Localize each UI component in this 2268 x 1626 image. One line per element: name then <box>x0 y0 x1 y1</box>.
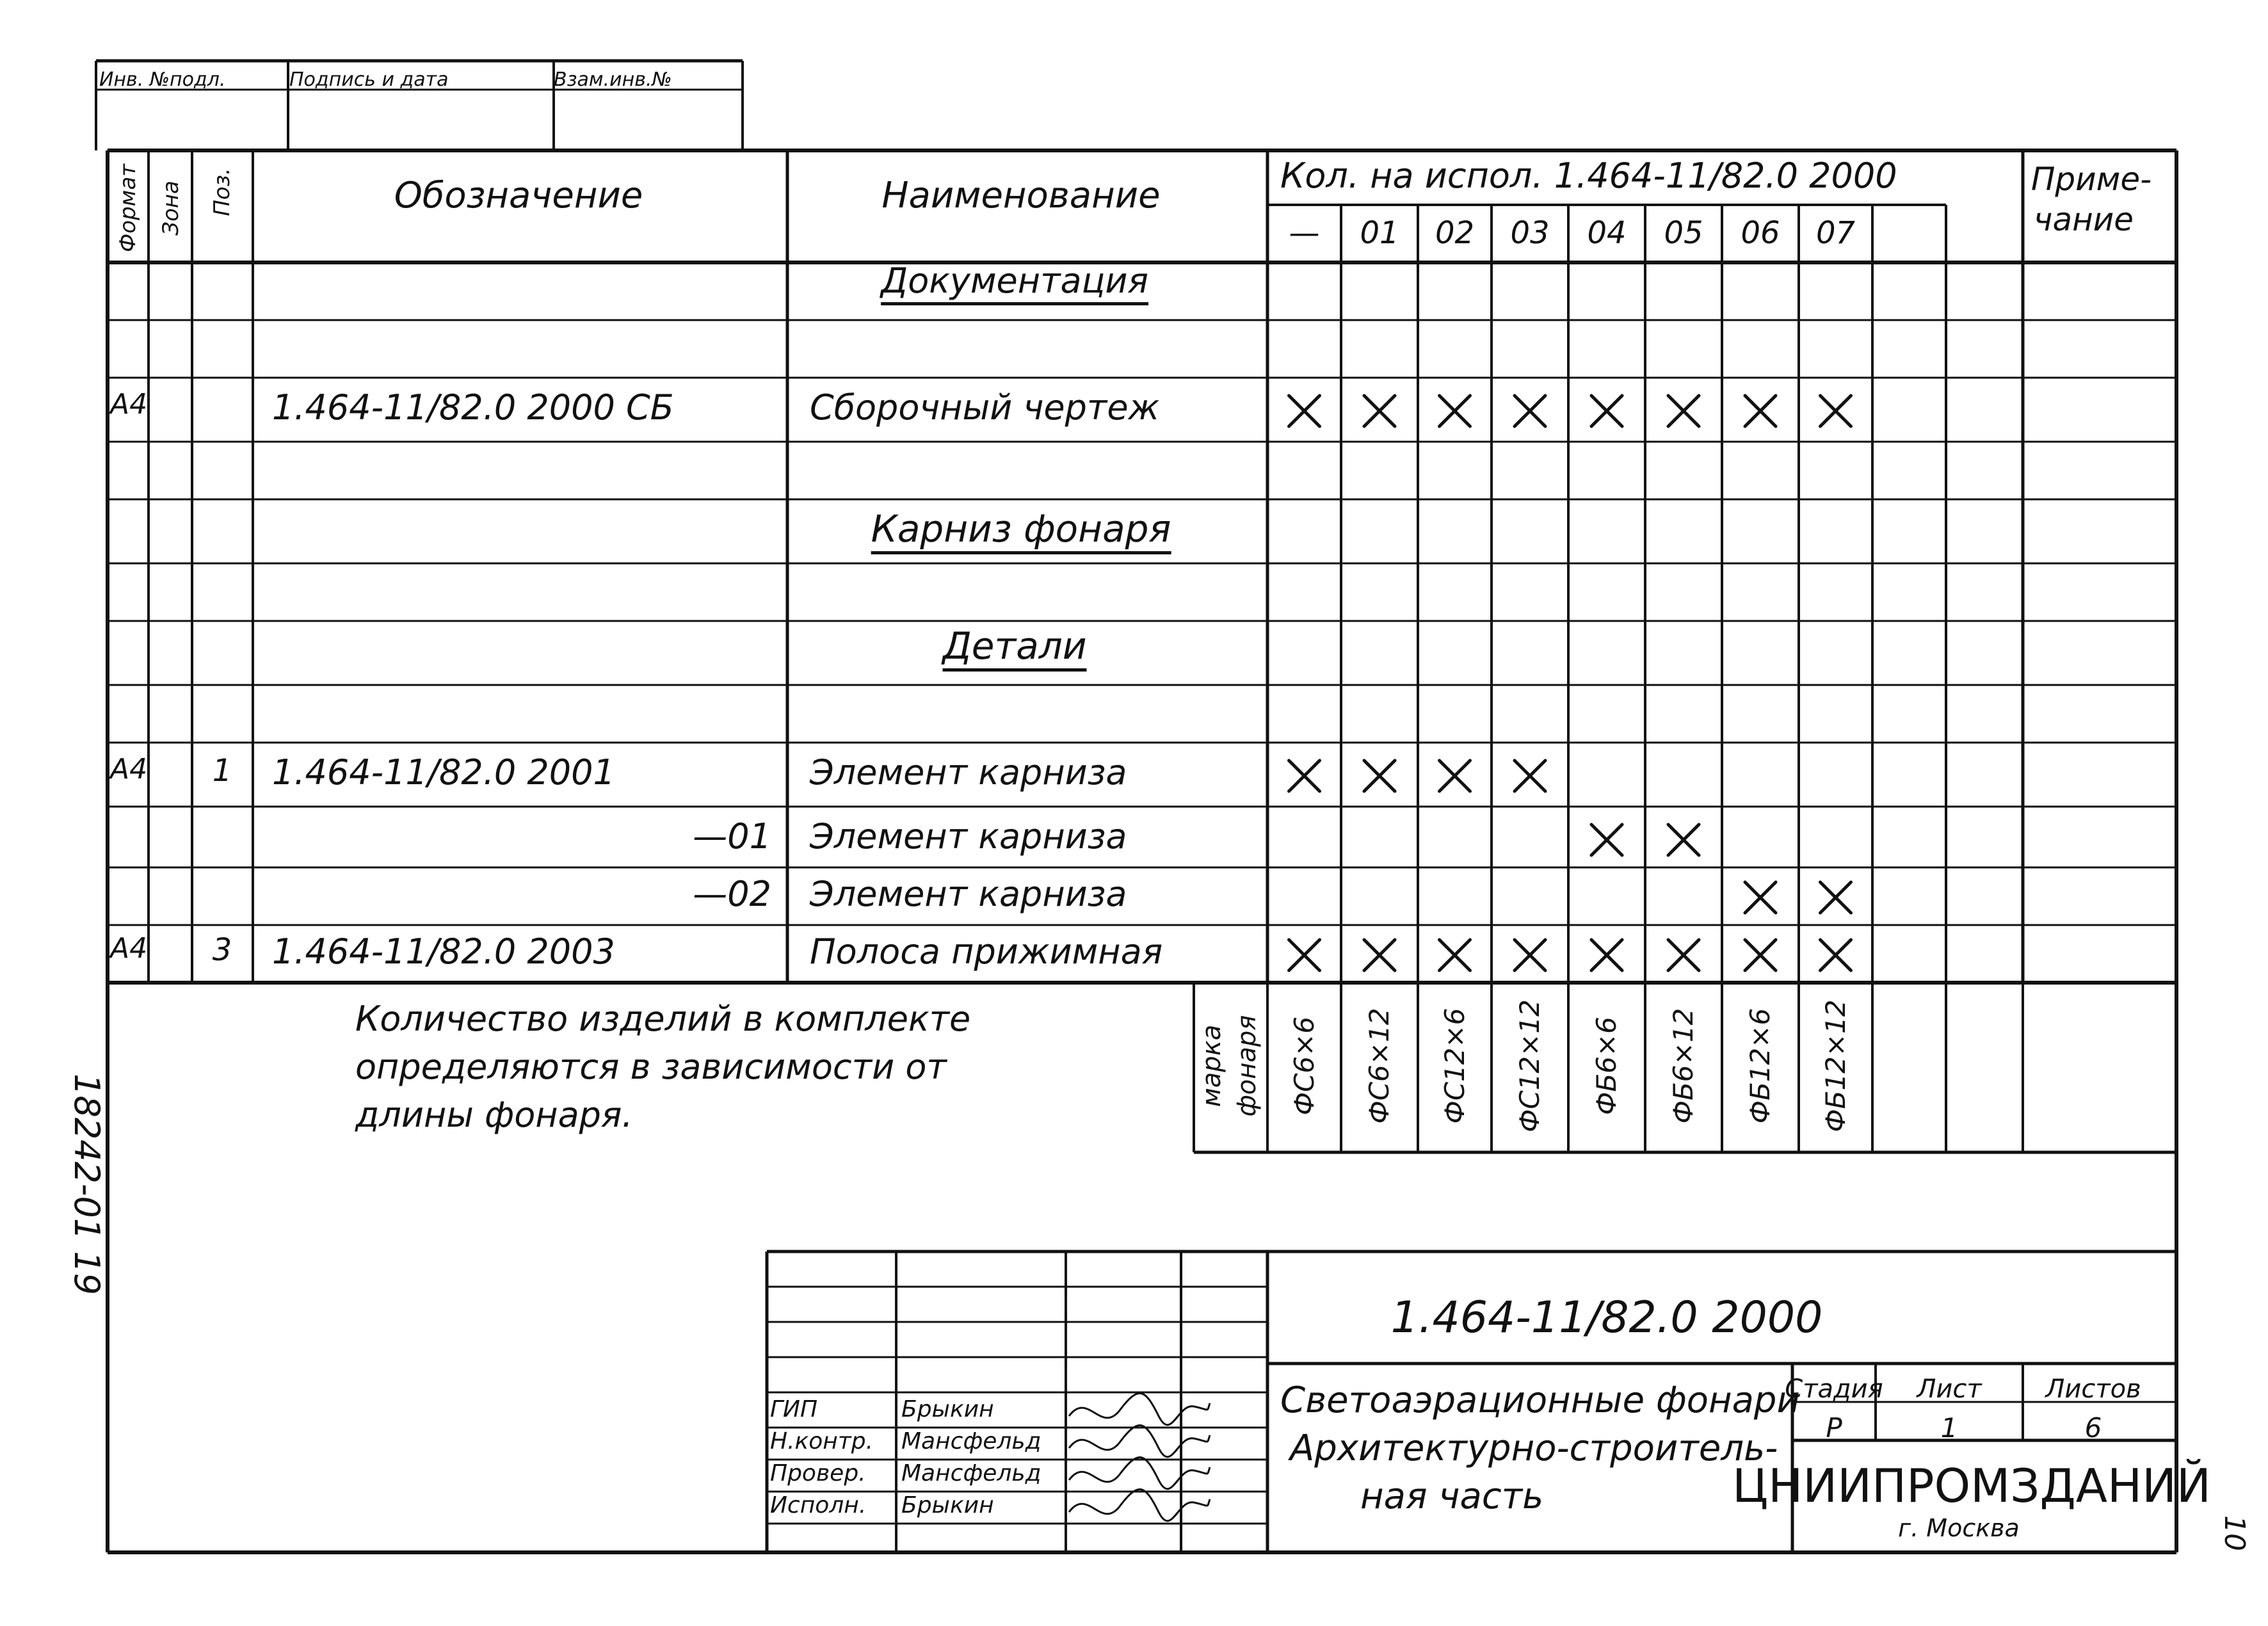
note-line-3: длины фонаря. <box>355 1095 633 1135</box>
variant-header-1: 01 <box>1360 215 1399 251</box>
note-line-2: определяются в зависимости от <box>355 1047 947 1087</box>
header-zona: Зона <box>158 181 184 236</box>
row-1-poz: 1 <box>212 753 232 789</box>
title-code: 1.464-11/82.0 2000 <box>1390 1292 1823 1343</box>
section-detali: Детали <box>942 627 1086 672</box>
signature-2 <box>1069 1458 1210 1489</box>
marka-value-4: ФБ6×6 <box>1591 1017 1622 1115</box>
row-1-format: А4 <box>110 753 148 785</box>
header-oboznachenie: Обозначение <box>394 175 643 216</box>
row-4-naimenovanie: Полоса прижимная <box>810 931 1163 972</box>
person-3-role: Исполн. <box>770 1492 867 1518</box>
marka-value-7: ФБ12×12 <box>1819 999 1851 1132</box>
stamp-vzam-inv: Взам.инв.№ <box>554 68 672 91</box>
marka-value-0: ФС6×6 <box>1288 1016 1320 1116</box>
person-1-role: Н.контр. <box>770 1428 874 1454</box>
variant-header-2: 02 <box>1435 215 1475 251</box>
signature-1 <box>1069 1426 1210 1457</box>
marka-value-6: ФБ12×6 <box>1744 1008 1776 1124</box>
section-documentation: Документация <box>881 264 1148 305</box>
person-0-role: ГИП <box>770 1396 818 1422</box>
section-karniz: Карниз фонаря <box>871 510 1171 554</box>
person-2-name: Мансфельд <box>901 1460 1042 1486</box>
header-naimenovanie: Наименование <box>881 175 1161 216</box>
header-kol-title: Кол. на испол. 1.464-11/82.0 2000 <box>1280 156 1897 196</box>
person-3-name: Брыкин <box>901 1492 994 1518</box>
stadia-value: Р <box>1826 1412 1842 1444</box>
list-value: 1 <box>1940 1412 1958 1444</box>
header-format: Формат <box>115 164 141 252</box>
variant-header-3: 03 <box>1510 215 1550 251</box>
row-3-oboznachenie: —02 <box>693 874 771 914</box>
stadia-label: Стадия <box>1785 1374 1883 1404</box>
row-1-oboznachenie: 1.464-11/82.0 2001 <box>272 752 615 793</box>
marka-label-2: фонаря <box>1232 1015 1262 1117</box>
row-0-naimenovanie: Сборочный чертеж <box>810 387 1160 428</box>
row-4-poz: 3 <box>212 932 232 968</box>
marka-value-5: ФБ6×12 <box>1668 1008 1699 1124</box>
row-0-format: А4 <box>110 388 148 421</box>
title-name-3: ная часть <box>1360 1476 1544 1517</box>
signatures <box>1069 1394 1210 1521</box>
variant-header-4: 04 <box>1587 215 1627 251</box>
side-number: 18242-01 19 <box>67 1074 107 1295</box>
row-2-naimenovanie: Элемент карниза <box>810 816 1127 857</box>
variant-header-7: 07 <box>1815 215 1856 251</box>
signature-3 <box>1069 1490 1210 1521</box>
page-number: 10 <box>2218 1515 2251 1551</box>
row-1-naimenovanie: Элемент карниза <box>810 752 1127 793</box>
header-primechanie-1: Приме- <box>2031 161 2152 198</box>
marka-value-1: ФС6×12 <box>1363 1008 1395 1124</box>
variant-header-6: 06 <box>1741 215 1780 251</box>
marka-value-2: ФС12×6 <box>1438 1008 1470 1124</box>
note-line-1: Количество изделий в комплекте <box>355 999 971 1039</box>
row-4-format: А4 <box>110 932 148 965</box>
marka-value-3: ФС12×12 <box>1514 999 1545 1132</box>
marka-label-1: марка <box>1197 1024 1226 1107</box>
stamp-podpis-data: Подпись и дата <box>289 68 449 91</box>
signature-0 <box>1069 1394 1210 1425</box>
org-city: г. Москва <box>1898 1514 2020 1542</box>
person-1-name: Мансфельд <box>901 1428 1042 1454</box>
row-3-naimenovanie: Элемент карниза <box>810 874 1127 914</box>
variant-header-5: 05 <box>1664 215 1703 251</box>
title-name-1: Светоаэрационные фонари <box>1280 1380 1800 1421</box>
list-label: Лист <box>1917 1374 1982 1404</box>
row-2-oboznachenie: —01 <box>693 816 771 857</box>
title-name-2: Архитектурно-строитель- <box>1290 1428 1778 1469</box>
row-4-oboznachenie: 1.464-11/82.0 2003 <box>272 931 615 972</box>
row-0-oboznachenie: 1.464-11/82.0 2000 СБ <box>272 387 674 428</box>
cross-marks <box>1289 396 1851 970</box>
person-0-name: Брыкин <box>901 1396 994 1422</box>
listov-value: 6 <box>2084 1412 2102 1444</box>
org-name: ЦНИИПРОМЗДАНИЙ <box>1732 1459 2211 1513</box>
variant-header-0: — <box>1289 215 1320 251</box>
listov-label: Листов <box>2045 1374 2141 1404</box>
header-poz: Поз. <box>209 168 235 216</box>
stamp-inv-no-podl: Инв. №подл. <box>99 68 226 91</box>
person-2-role: Провер. <box>770 1460 866 1486</box>
header-primechanie-2: чание <box>2033 201 2134 238</box>
